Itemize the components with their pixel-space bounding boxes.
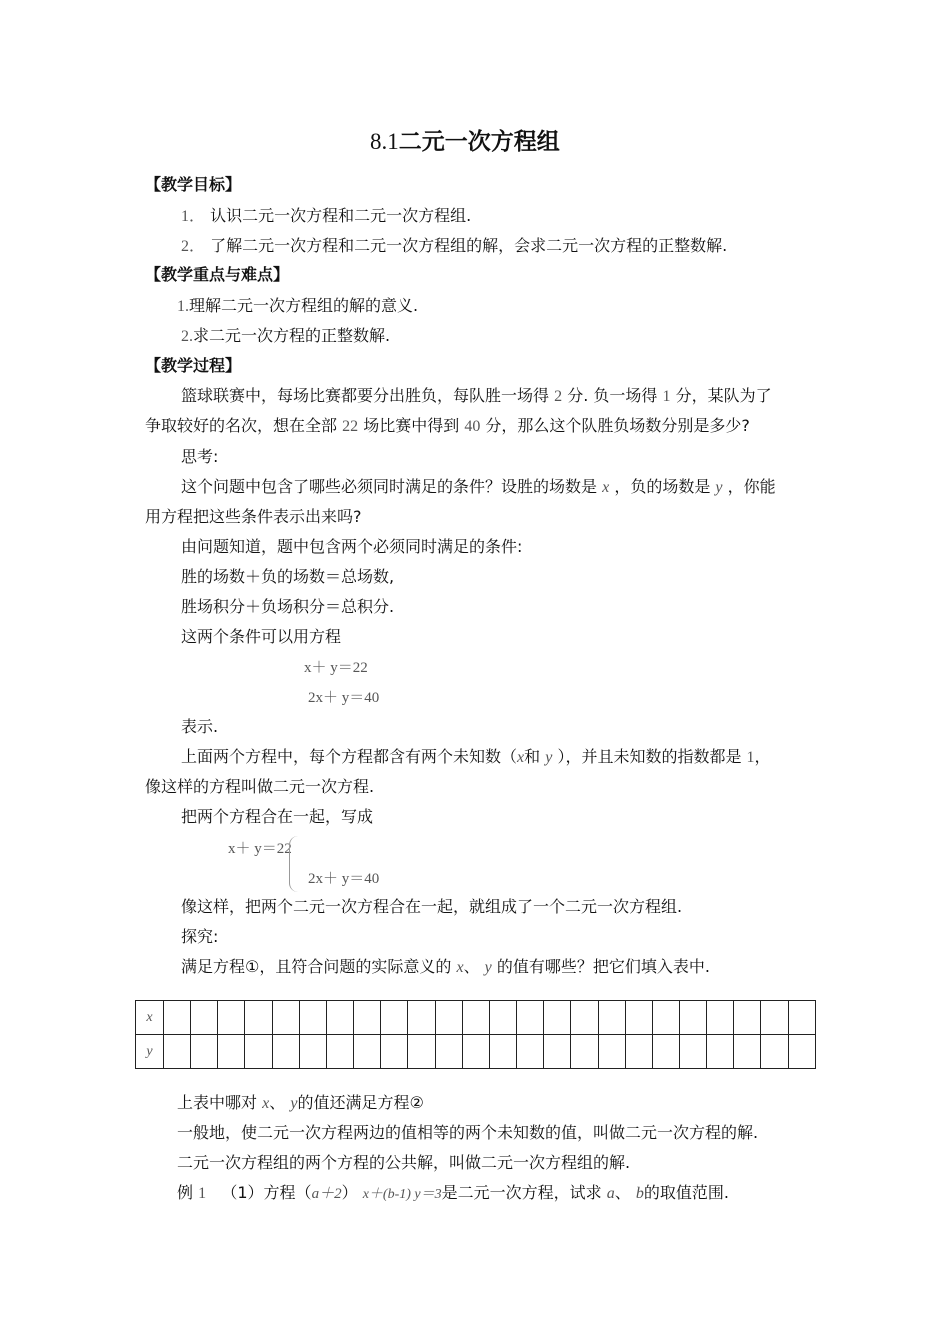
table-cell[interactable] [679,1035,706,1069]
key-point-item-2: 2.求二元一次方程的正整数解. [181,326,391,345]
paragraph: 像这样的方程叫做二元一次方程. [145,777,375,796]
objective-item-2: 2． 了解二元一次方程和二元一次方程组的解，会求二元一次方程的正整数解. [181,236,728,255]
think-label: 思考: [181,447,219,466]
table-cell[interactable] [788,1001,815,1035]
paragraph: 用方程把这些条件表示出来吗? [145,507,362,526]
section-heading-objectives: 【教学目标】 [145,175,242,194]
paragraph: 胜的场数＋负的场数＝总场数, [181,567,395,586]
table-row [136,1035,816,1069]
row-label-y: y [136,1035,164,1069]
paragraph: 胜场积分＋负场积分＝总积分. [181,597,395,616]
table-cell[interactable] [435,1035,462,1069]
table-cell[interactable] [734,1001,761,1035]
table-cell[interactable] [707,1035,734,1069]
system-equation-2: 2x＋ y＝40 [308,871,380,887]
table-cell[interactable] [544,1035,571,1069]
key-point-item-1: 1.理解二元一次方程组的解的意义. [177,296,419,315]
table-cell[interactable] [191,1035,218,1069]
table-cell[interactable] [381,1035,408,1069]
table-cell[interactable] [354,1035,381,1069]
paragraph: 上面两个方程中，每个方程都含有两个未知数（x和 y ），并且未知数的指数都是 1， [181,747,771,766]
paragraph: 满足方程①，且符合问题的实际意义的 x、 y 的值有哪些？把它们填入表中. [181,957,710,976]
table-cell[interactable] [218,1035,245,1069]
table-cell[interactable] [218,1001,245,1035]
table-cell[interactable] [326,1035,353,1069]
section-heading-key-points: 【教学重点与难点】 [145,265,290,284]
table-cell[interactable] [245,1035,272,1069]
table-cell[interactable] [435,1001,462,1035]
table-cell[interactable] [517,1035,544,1069]
table-cell[interactable] [761,1035,788,1069]
table-cell[interactable] [191,1001,218,1035]
table-cell[interactable] [489,1001,516,1035]
table-cell[interactable] [326,1001,353,1035]
system-equation-1: x＋ y＝22 [228,841,292,857]
paragraph: 像这样，把两个二元一次方程合在一起，就组成了一个二元一次方程组. [181,897,683,916]
paragraph: 篮球联赛中，每场比赛都要分出胜负，每队胜一场得 2 分. 负一场得 1 分，某队为了 [181,386,772,405]
table-cell[interactable] [788,1035,815,1069]
row-label-x: x [136,1001,164,1035]
table-cell[interactable] [571,1035,598,1069]
page-title: 8.1二元一次方程组 [370,129,560,155]
table-cell[interactable] [598,1001,625,1035]
table-cell[interactable] [625,1035,652,1069]
table-cell[interactable] [489,1035,516,1069]
table-cell[interactable] [652,1001,679,1035]
answer-table [135,1000,816,1069]
paragraph: 把两个方程合在一起，写成 [181,807,374,826]
table-cell[interactable] [408,1035,435,1069]
paragraph: 这个问题中包含了哪些必须同时满足的条件？设胜的场数是 x ，负的场数是 y ，你能 [181,477,776,496]
paragraph: 表示. [181,717,219,736]
table-cell[interactable] [462,1035,489,1069]
table-cell[interactable] [272,1001,299,1035]
table-cell[interactable] [707,1001,734,1035]
table-cell[interactable] [462,1001,489,1035]
table-cell[interactable] [164,1035,191,1069]
table-row [136,1001,816,1035]
table-cell[interactable] [299,1035,326,1069]
table-cell[interactable] [354,1001,381,1035]
table-cell[interactable] [517,1001,544,1035]
table-cell[interactable] [761,1001,788,1035]
table-cell[interactable] [381,1001,408,1035]
table-cell[interactable] [299,1001,326,1035]
table-cell[interactable] [164,1001,191,1035]
equation-2: 2x＋ y＝40 [308,690,380,706]
paragraph: 二元一次方程组的两个方程的公共解，叫做二元一次方程组的解. [177,1153,631,1172]
explore-label: 探究: [181,927,219,946]
left-brace-icon [289,836,300,892]
paragraph: 一般地，使二元一次方程两边的值相等的两个未知数的值，叫做二元一次方程的解. [177,1123,759,1142]
equation-1: x＋ y＝22 [304,660,368,676]
paragraph: 争取较好的名次，想在全部 22 场比赛中得到 40 分，那么这个队胜负场数分别是多少? [145,416,750,435]
objective-item-1: 1． 认识二元一次方程和二元一次方程组. [181,206,472,225]
paragraph: 这两个条件可以用方程 [181,627,342,646]
table-cell[interactable] [571,1001,598,1035]
section-heading-process: 【教学过程】 [145,356,242,375]
paragraph: 上表中哪对 x、 y的值还满足方程② [177,1093,424,1112]
paragraph: 由问题知道，题中包含两个必须同时满足的条件: [181,537,523,556]
table-cell[interactable] [652,1035,679,1069]
example-1: 例 1 （1）方程（a＋2） x＋(b-1) y＝3是二元一次方程，试求 a、 b的取值范围. [177,1183,729,1202]
table-cell[interactable] [734,1035,761,1069]
table-cell[interactable] [544,1001,571,1035]
table-cell[interactable] [245,1001,272,1035]
table-cell[interactable] [679,1001,706,1035]
table-cell[interactable] [408,1001,435,1035]
table-cell[interactable] [625,1001,652,1035]
table-cell[interactable] [598,1035,625,1069]
table-cell[interactable] [272,1035,299,1069]
